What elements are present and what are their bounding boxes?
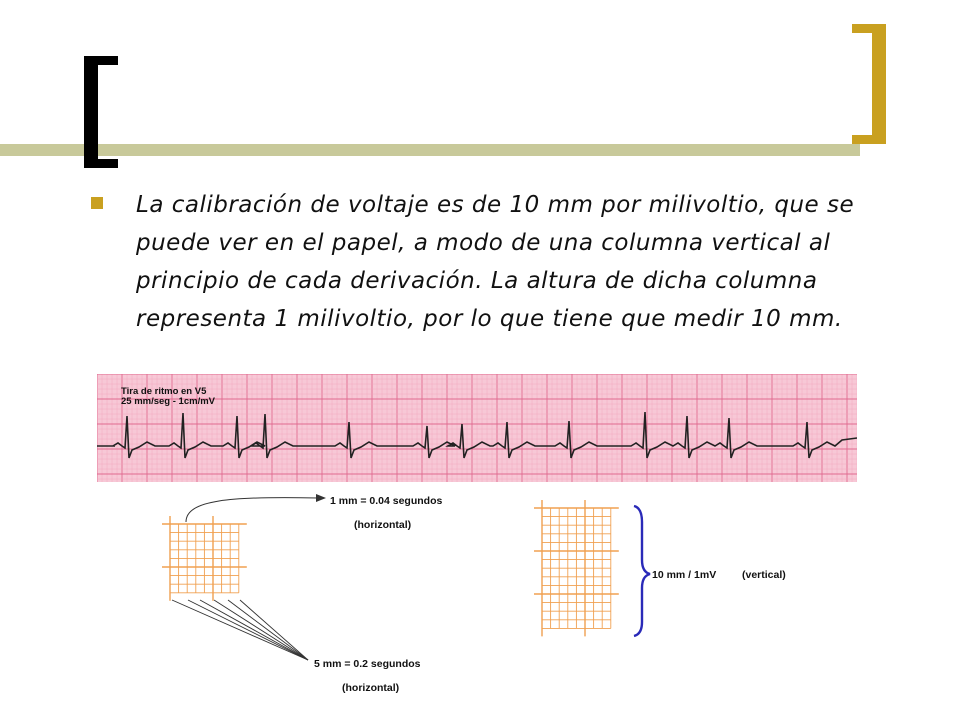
label-1mm: 1 mm = 0.04 segundos: [330, 495, 443, 507]
small-grid-horizontal: [162, 516, 247, 601]
title-divider-line: [0, 144, 860, 156]
body-text: La calibración de voltaje es de 10 mm por milivoltio, que se puede ver en el papel, a modo de una columna vertical al principio de cada derivación. La altura de dicha columna representa 1 milivoltio, por lo que tiene que medir 10 mm.: [136, 192, 855, 332]
label-10mm-axis: (vertical): [742, 569, 786, 581]
small-grid-vertical: [534, 500, 619, 636]
left-bracket: [84, 56, 98, 168]
brace-10mm: [634, 506, 650, 636]
fan-line: [200, 600, 308, 660]
fan-line: [240, 600, 308, 660]
label-1mm-axis: (horizontal): [354, 519, 412, 531]
ecg-rhythm-strip: [97, 374, 857, 482]
fan-line: [214, 600, 308, 660]
right-bracket-top: [852, 24, 886, 33]
fan-line: [188, 600, 308, 660]
label-5mm: 5 mm = 0.2 segundos: [314, 658, 421, 670]
right-bracket: [872, 24, 886, 144]
strip-title: Tira de ritmo en V5: [121, 386, 207, 397]
left-bracket-top: [84, 56, 118, 65]
arrow-1mm-head: [316, 494, 326, 502]
strip-speed: 25 mm/seg - 1cm/mV: [121, 396, 215, 407]
bullet-square: [91, 197, 103, 209]
left-bracket-bottom: [84, 159, 118, 168]
calibration-diagram: [150, 488, 870, 698]
label-5mm-axis: (horizontal): [342, 682, 400, 694]
right-bracket-bottom: [852, 135, 886, 144]
fan-lines-5mm: [172, 600, 308, 660]
label-10mm: 10 mm / 1mV: [652, 569, 717, 581]
arrow-1mm: [186, 498, 318, 522]
